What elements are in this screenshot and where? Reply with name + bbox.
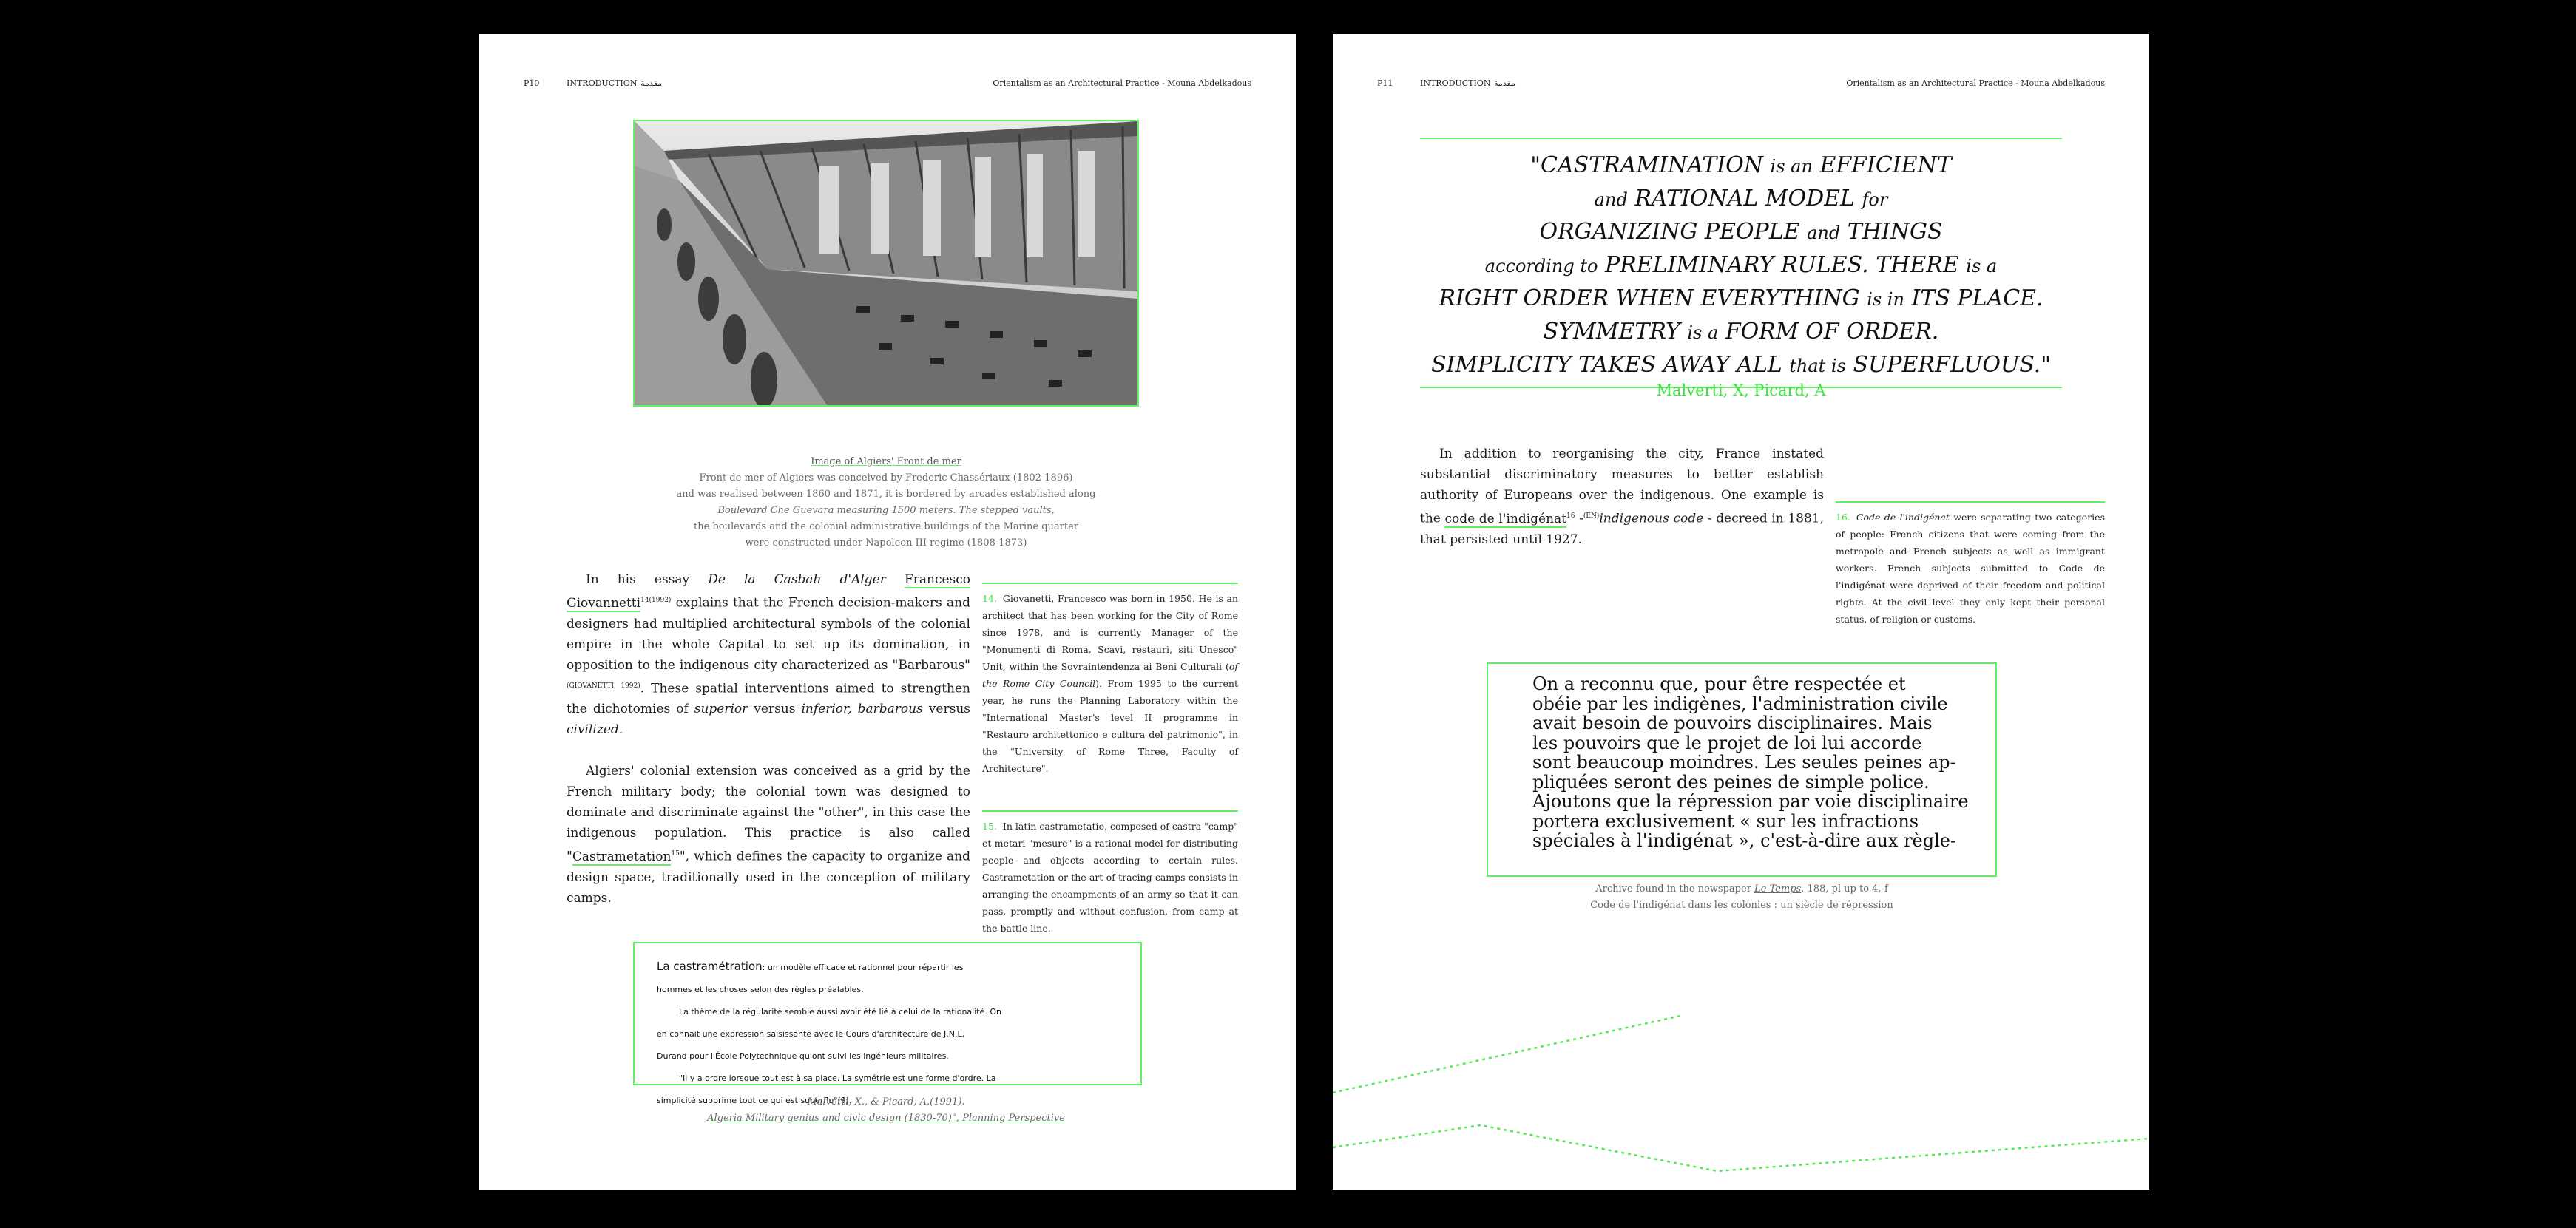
caption-line: and was realised between 1860 and 1871, it is bordered by arcades established along: [676, 489, 1096, 500]
page-header: [524, 78, 1251, 93]
clipping-title: La castramétration: [657, 960, 763, 973]
text-run: for: [1862, 189, 1888, 210]
castrametation-link[interactable]: Castrametation: [572, 849, 672, 864]
text-run: ITS PLACE.: [1904, 285, 2043, 311]
caption-line: Front de mer of Algiers was conceived by Frederic Chassériaux (1802-1896): [699, 472, 1073, 484]
text-run: is an: [1770, 156, 1813, 177]
scan-line: les pouvoirs que le projet de loi lui accorde: [1532, 732, 1922, 753]
running-title: Orientalism as an Architectural Practice - Mouna Abdelkadous: [993, 78, 1251, 88]
text-run: RIGHT ORDER WHEN EVERYTHING: [1439, 285, 1867, 311]
right-page: [1333, 34, 2149, 1190]
text-run: of the Rome City Council: [982, 661, 1238, 689]
text-run: and: [1594, 189, 1628, 210]
image-caption-title: Image of Algiers' Front de mer: [811, 456, 961, 467]
footnote-ref[interactable]: 14(1992): [640, 597, 672, 604]
page-number: P10: [524, 78, 540, 88]
scan-line: portera exclusivement « sur les infractions: [1532, 810, 1919, 832]
author-link[interactable]: Francesco Giovannetti: [567, 572, 971, 611]
source-link[interactable]: Algeria Military genius and civic design (1830-70)", Planning Perspective: [707, 1113, 1065, 1124]
caption-line: were constructed under Napoleon III regime (1808-1873): [745, 537, 1027, 549]
caption-line: the boulevards and the colonial administrative buildings of the Marine quarter: [694, 521, 1078, 532]
quote-author: Malverti, X, Picard, A: [1656, 381, 1826, 399]
archive-line: Code de l'indigénat dans les colonies : un siècle de répression: [1590, 900, 1893, 911]
clipping-line: hommes et les choses selon des règles préalables.: [657, 985, 864, 994]
scan-line: Ajoutons que la répression par voie disciplinaire: [1532, 791, 1969, 812]
image-caption: [598, 454, 1174, 552]
clipping-line: : un modèle efficace et rationnel pour répartir les: [762, 963, 964, 972]
text-run: ORGANIZING PEOPLE: [1539, 219, 1808, 245]
text-run: versus: [922, 702, 970, 717]
caption-line: Boulevard Che Guevara measuring 1500 meters. The stepped vaults,: [717, 505, 1055, 516]
page-number: P11: [1377, 78, 1393, 88]
text-run: Code de l'indigénat: [1856, 512, 1950, 523]
body-text: [567, 569, 970, 929]
text-run: . These spatial interventions aimed to strengthen the dichotomies of: [567, 681, 970, 717]
footnote-number: 14.: [982, 593, 997, 604]
section-label-arabic: مقدمة: [1494, 78, 1516, 88]
footnote-number: 16.: [1836, 512, 1850, 523]
dotted-line: [1333, 1125, 2149, 1171]
text-run: ", which defines the capacity to organize and design space, traditionally used in the conception of military camps.: [567, 849, 970, 906]
text-run: that is: [1789, 356, 1846, 376]
footnote-number: 15.: [982, 821, 997, 832]
algiers-front-de-mer-photo: [633, 120, 1139, 407]
text-run: - decreed in 1881, that persisted until 1927.: [1420, 511, 1825, 547]
scan-line: sont beaucoup moindres. Les seules peines ap-: [1532, 752, 1956, 773]
text-run: indigenous code: [1599, 511, 1704, 526]
footnote-15: [982, 810, 1238, 937]
text-run: and: [1807, 223, 1841, 243]
left-page: [479, 34, 1296, 1190]
text-run: superior: [694, 702, 748, 717]
text-run: explains that the French decision-makers and designers had multiplied architectural symbols of the colonial empire in the whole Capital to set up its domination, in opposition to the indigenous city characterized as "Barbarous": [567, 595, 970, 673]
clipping-line: en connait une expression saisissante avec le Cours d'architecture de J.N.L.: [657, 1029, 965, 1039]
text-run: RATIONAL MODEL: [1627, 186, 1862, 211]
clipping-line: "Il y a ordre lorsque tout est à sa place. La symétrie est une forme d'ordre. La: [679, 1073, 996, 1083]
text-run: Algiers' colonial extension was conceived as a grid by the French military body; the colonial town was designed to dominate and discriminate against the "other", in this case the indigenous population. This practice is also called ": [567, 764, 970, 864]
clipping-source: [598, 1094, 1174, 1127]
text-run: civilized.: [567, 722, 623, 738]
text-run: versus: [748, 702, 802, 717]
decorative-dotted-lines: [1333, 34, 2149, 1190]
footnote-14: [982, 583, 1238, 777]
photo-illustration: [635, 121, 1137, 405]
code-indigenat-link[interactable]: code de l'indigénat: [1444, 511, 1567, 526]
scan-line: On a reconnu que, pour être respectée et: [1532, 674, 1906, 694]
text-run: Archive found in the newspaper: [1595, 883, 1755, 895]
text-run: were separating two categories of people: French citizens that were coming from the metropole and French subjects as well as immigrant workers. French subjects submitted to Code de l'indigénat were deprived of their freedom and political rights. At the civil level they only kept their personal status, of religion or customs.: [1836, 512, 2105, 625]
clipping-line: La thème de la régularité semble aussi avoir été lié à celui de la rationalité. On: [679, 1007, 1001, 1017]
text-run: EFFICIENT: [1812, 152, 1952, 178]
clipping-line: simplicité supprime tout ce qui est superflu"(9).: [657, 1096, 852, 1105]
text-run: In his essay: [586, 572, 709, 587]
footnote-ref[interactable]: 16: [1566, 512, 1575, 520]
running-title: Orientalism as an Architectural Practice - Mouna Abdelkadous: [1846, 78, 2105, 88]
text-run: PRELIMINARY RULES. THERE: [1598, 252, 1967, 278]
scan-line: spéciales à l'indigénat », c'est-à-dire aux règle-: [1532, 830, 1957, 851]
scan-line: avait besoin de pouvoirs disciplinaires. Mais: [1532, 713, 1933, 733]
text-run: In latin castrametatio, composed of castra "camp" et metari "mesure" is a rational model for distributing people and objects according to certain rules. Castrametation or the art of tracing camps consists in arranging the encampments of an army so that it can pass, promptly and without confusion, from camp at the battle line.: [982, 821, 1238, 934]
text-run: Giovanetti, Francesco was born in 1950. He is an architect that has been working for the City of Rome since 1978, and is currently Manager of the "Monumenti di Roma. Scavi, restauri, siti Unesco" Unit, within the Sovraintendenza ai Beni Culturali (: [982, 593, 1238, 672]
newspaper-name: Le Temps: [1754, 883, 1802, 895]
text-run: FORM OF ORDER.: [1718, 319, 1939, 345]
footnote-ref[interactable]: 15: [671, 850, 680, 858]
source-line: Malverti, X., & Picard, A.(1991).: [807, 1096, 965, 1107]
book-title: De la Casbah d'Alger: [708, 572, 886, 587]
text-run: SYMMETRY: [1543, 319, 1688, 345]
text-run: In addition to reorganising the city, France instated substantial discriminatory measures to better establish authority of Europeans over the indigenous. One example is the: [1420, 447, 1824, 526]
text-run: is a: [1966, 256, 1998, 277]
text-run: THINGS: [1840, 219, 1943, 245]
text-run: -: [1575, 511, 1583, 526]
text-run: is a: [1687, 322, 1719, 343]
citation-ref: (GIOVANETTI, 1992): [567, 682, 640, 690]
text-run: according to: [1484, 256, 1598, 277]
clipping-line: Durand pour l'École Polytechnique qu'ont suivi les ingénieurs militaires.: [657, 1051, 949, 1061]
dotted-line: [1333, 1016, 1680, 1093]
text-run: , 188, pl up to 4.-f: [1801, 883, 1888, 895]
section-label-arabic: مقدمة: [640, 78, 663, 88]
text-run: SIMPLICITY TAKES AWAY ALL: [1430, 352, 1790, 378]
text-run: is in: [1867, 289, 1904, 310]
language-ref: (EN): [1583, 512, 1600, 520]
text-run: ). From 1995 to the current year, he runs the Planning Laboratory within the "International Master's level II programme in "Restauro architettonico e cultura del patrimonio", in the "University of Rome Three, Faculty of Architecture".: [982, 678, 1238, 774]
section-label: INTRODUCTION: [567, 78, 638, 88]
section-label: INTRODUCTION: [1420, 78, 1491, 88]
text-run: "CASTRAMINATION: [1530, 152, 1771, 178]
scan-line: obéie par les indigènes, l'administration civile: [1532, 693, 1948, 714]
scan-line: pliquées seront des peines de simple police.: [1532, 771, 1930, 793]
text-run: SUPERFLUOUS.": [1845, 352, 2052, 378]
paragraph: [567, 569, 970, 740]
text-run: inferior, barbarous: [801, 702, 923, 717]
paragraph: [567, 761, 970, 909]
